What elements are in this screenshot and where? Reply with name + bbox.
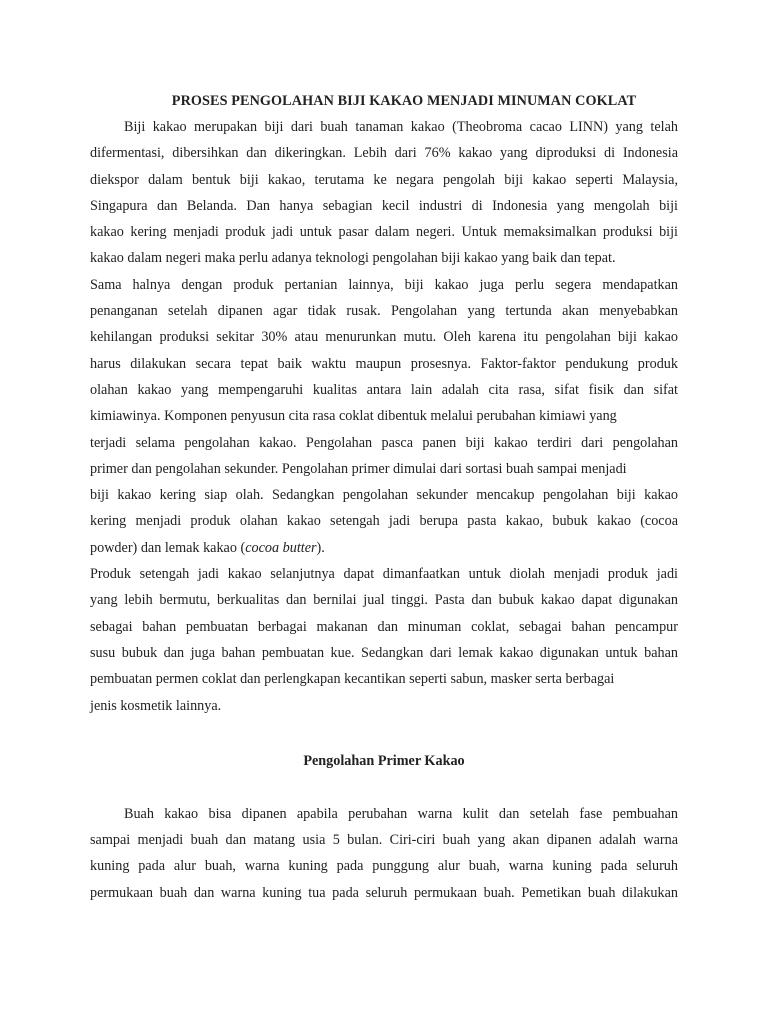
section-heading: Pengolahan Primer Kakao — [303, 752, 465, 769]
paragraph-intro — [90, 114, 678, 272]
paragraph-line: permukaan buah dan warna kuning tua pada seluruh permukaan buah. Pemetikan buah dilakukan — [90, 884, 678, 901]
paragraph-line: Produk setengah jadi kakao selanjutnya dapat dimanfaatkan untuk diolah menjadi produk jadi — [90, 566, 678, 583]
paragraph-line: kakao kering menjadi produk jadi untuk pasar dalam negeri. Untuk memaksimalkan produksi biji — [90, 224, 678, 241]
paragraph-line: kuning pada alur buah, warna kuning pada punggung alur buah, warna kuning pada seluruh — [90, 858, 678, 875]
paragraph-line: susu bubuk dan juga bahan pembuatan kue. Sedangkan dari lemak kakao digunakan untuk bahan — [90, 644, 678, 661]
paragraph-line: Buah kakao bisa dipanen apabila perubahan warna kulit dan setelah fase pembuahan — [124, 805, 678, 822]
paragraph-line — [90, 535, 678, 561]
paragraph-line: kering menjadi produk olahan kakao setengah jadi berupa pasta kakao, bubuk kakao (cocoa — [90, 513, 678, 530]
paragraph-line: biji kakao kering siap olah. Sedangkan pengolahan sekunder mencakup pengolahan biji kakao — [90, 487, 678, 504]
paragraph-line: sebagai bahan pembuatan berbagai makanan dan minuman coklat, sebagai bahan pencampur — [90, 618, 678, 635]
paragraph-line: kakao dalam negeri maka perlu adanya teknologi pengolahan biji kakao yang baik dan tepat. — [90, 250, 616, 267]
paragraph-line: kehilangan produksi sekitar 30% atau menurunkan mutu. Oleh karena itu pengolahan biji kakao — [90, 329, 678, 346]
paragraph-line: diekspor dalam bentuk biji kakao, terutama ke negara pengolah biji kakao seperti Malaysia, — [90, 171, 678, 188]
paragraph-line: Biji kakao merupakan biji dari buah tanaman kakao (Theobroma cacao LINN) yang telah — [124, 119, 678, 135]
paragraph-harvest — [90, 801, 678, 906]
paragraph-line: Sama halnya dengan produk pertanian lainnya, biji kakao juga perlu segera mendapatkan — [90, 276, 678, 293]
document-title: PROSES PENGOLAHAN BIJI KAKAO MENJADI MINUMAN COKLAT — [171, 93, 637, 109]
document-page — [90, 88, 678, 906]
paragraph-line: pembuatan permen coklat dan perlengkapan kecantikan seperti sabun, masker serta berbagai — [90, 671, 615, 688]
paragraph-handling — [90, 272, 678, 561]
paragraph-line: yang lebih bermutu, berkualitas dan bernilai jual tinggi. Pasta dan bubuk kakao dapat digunakan — [90, 592, 678, 609]
paragraph-line: jenis kosmetik lainnya. — [90, 697, 222, 714]
paragraph-line: terjadi selama pengolahan kakao. Pengolahan pasca panen biji kakao terdiri dari pengolahan — [90, 434, 678, 451]
paragraph-line: primer dan pengolahan sekunder. Pengolahan primer dimulai dari sortasi buah sampai menjadi — [90, 460, 627, 477]
paragraph-line: Singapura dan Belanda. Dan hanya sebagian kecil industri di Indonesia yang mengolah biji — [90, 197, 678, 214]
paragraph-line: kimiawinya. Komponen penyusun cita rasa coklat dibentuk melalui perubahan kimiawi yang — [90, 408, 617, 425]
paragraph-line: harus dilakukan secara tepat baik waktu maupun prosesnya. Faktor-faktor pendukung produk — [90, 355, 678, 372]
line-text: ). — [316, 539, 325, 556]
paragraph-line: penanganan setelah dipanen agar tidak rusak. Pengolahan yang tertunda akan menyebabkan — [90, 303, 678, 320]
italic-term: cocoa butter — [245, 539, 317, 556]
paragraph-products — [90, 561, 678, 719]
line-text: powder) dan lemak kakao ( — [90, 539, 246, 556]
paragraph-line: olahan kakao yang mempengaruhi kualitas antara lain adalah cita rasa, sifat fisik dan sifat — [90, 381, 678, 398]
paragraph-line: difermentasi, dibersihkan dan dikeringkan. Lebih dari 76% kakao yang diproduksi di Indonesia — [90, 145, 678, 162]
paragraph-line: sampai menjadi buah dan matang usia 5 bulan. Ciri-ciri buah yang akan dipanen adalah warna — [90, 832, 678, 849]
